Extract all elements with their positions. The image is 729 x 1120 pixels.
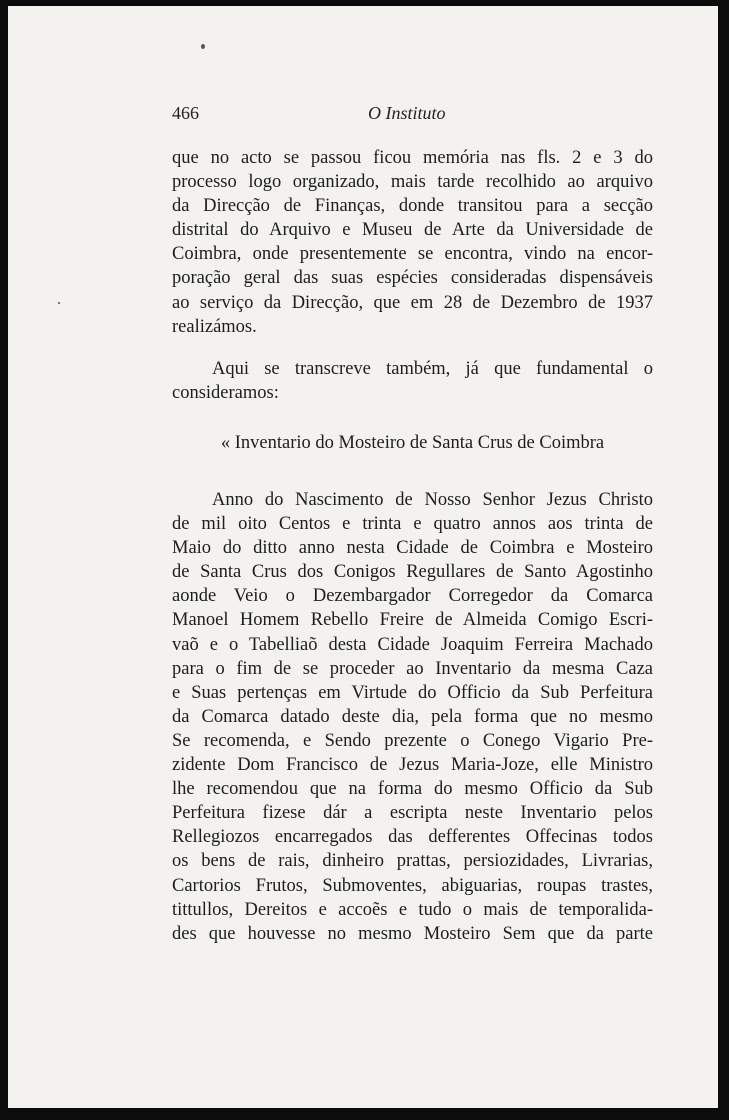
inventory-title: [172, 431, 653, 455]
text-line: distrital do Arquivo e Museu de Arte da Universidade de: [172, 220, 653, 241]
text-line: zidente Dom Francisco de Jezus Maria-Joze, elle Ministro: [172, 755, 653, 776]
text-line: de mil oito Centos e trinta e quatro annos aos trinta de: [172, 514, 653, 535]
text-line: Anno do Nascimento de Nosso Senhor Jezus Christo: [212, 490, 653, 510]
text-line: de Santa Crus dos Conigos Regullares de Santo Agostinho: [172, 562, 653, 583]
text-line: os bens de rais, dinheiro prattas, persiozidades, Livrarias,: [172, 851, 653, 872]
text-line: Coimbra, onde presentemente se encontra, vindo na encor-: [172, 244, 653, 265]
text-line: lhe recomendou que na forma do mesmo Officio da Sub: [172, 779, 653, 800]
text-line: Manoel Homem Rebello Freire de Almeida Comigo Escri-: [172, 610, 653, 631]
text-line: des que houvesse no mesmo Mosteiro Sem que da parte: [172, 923, 653, 944]
ink-speck: [201, 44, 205, 49]
text-line: ao serviço da Direcção, que em 28 de Dezembro de 1937: [172, 292, 653, 313]
text-line: consideramos:: [172, 383, 279, 404]
text-line: processo logo organizado, mais tarde recolhido ao arquivo: [172, 172, 653, 193]
text-line: Cartorios Frutos, Submoventes, abiguarias, roupas trastes,: [172, 875, 653, 896]
text-line: Perfeitura fizese dár a escripta neste Inventario pelos: [172, 803, 653, 824]
ink-speck: [58, 302, 60, 304]
text-line: poração geral das suas espécies consideradas dispensáveis: [172, 268, 653, 289]
paragraph-4: [172, 488, 653, 946]
text-line: que no acto se passou ficou memória nas fls. 2 e 3 do: [172, 148, 653, 168]
text-line: e Suas pertenças em Virtude do Officio da Sub Perfeitura: [172, 682, 653, 703]
text-line: Maio do ditto anno nesta Cidade de Coimbra e Mosteiro: [172, 538, 653, 559]
paragraph-1: [172, 146, 653, 339]
text-line: Aqui se transcreve também, já que fundamental o: [212, 359, 653, 379]
text-line: Se recomenda, e Sendo prezente o Conego Vigario Pre-: [172, 730, 653, 751]
running-title: O Instituto: [368, 103, 446, 123]
book-page: [8, 6, 718, 1108]
text-line: da Direcção de Finanças, donde transitou para a secção: [172, 196, 653, 217]
text-line: realizámos.: [172, 316, 257, 337]
text-line: « Inventario do Mosteiro de Santa Crus de Coimbra: [220, 433, 605, 453]
text-line: para o fim de se proceder ao Inventario da mesma Caza: [172, 658, 653, 679]
paragraph-2: [172, 357, 653, 405]
page-header: [172, 103, 653, 127]
text-line: da Comarca datado deste dia, pela forma que no mesmo: [172, 706, 653, 727]
text-line: aonde Veio o Dezembargador Corregedor da Comarca: [172, 586, 653, 607]
page-number: 466: [172, 103, 199, 123]
text-line: Rellegiozos encarregados das defferentes Offecinas todos: [172, 827, 653, 848]
text-line: vaõ e o Tabelliaõ desta Cidade Joaquim Ferreira Machado: [172, 634, 653, 655]
text-line: tittullos, Dereitos e accoẽs e tudo o mais de temporalida-: [172, 899, 653, 920]
